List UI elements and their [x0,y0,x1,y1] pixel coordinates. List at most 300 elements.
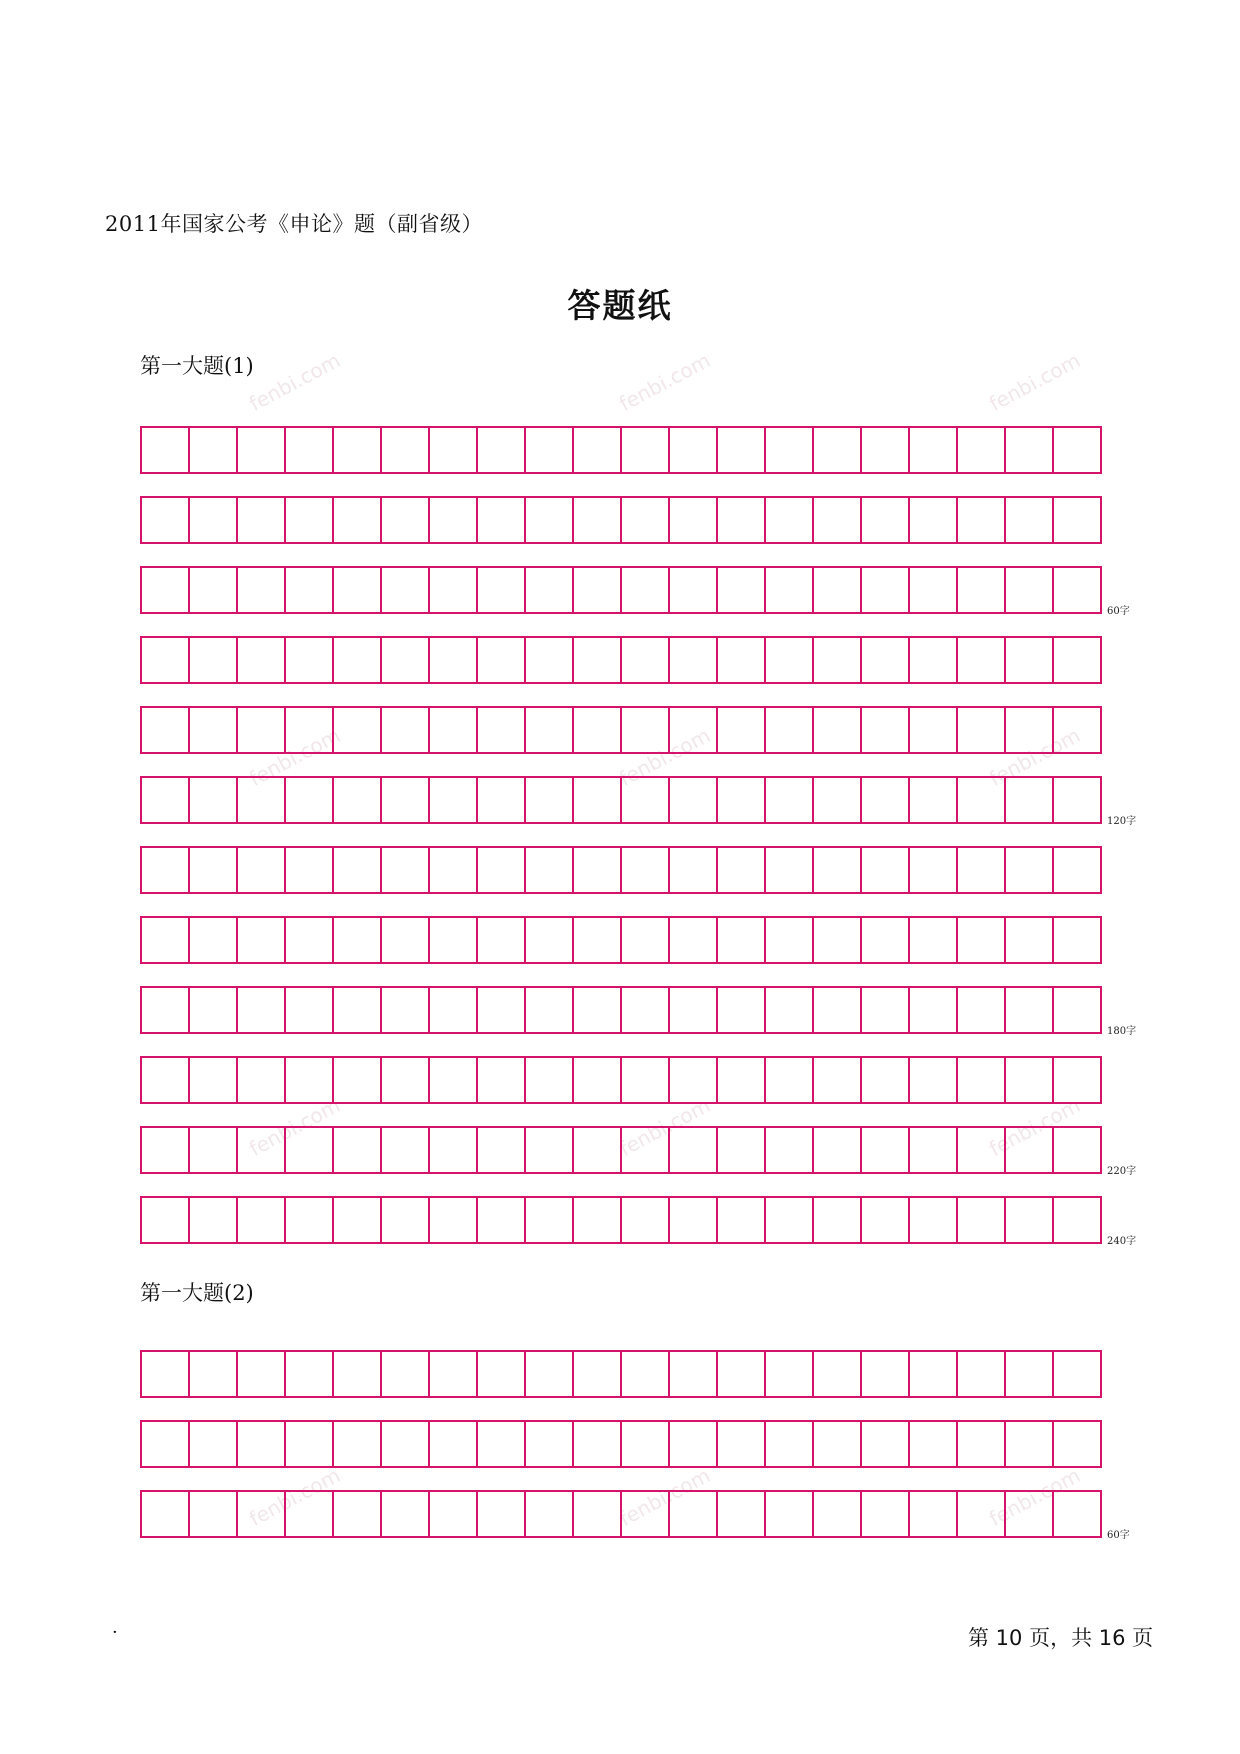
answer-cell[interactable] [862,1420,910,1468]
answer-cell[interactable] [382,636,430,684]
answer-cell[interactable] [1006,1056,1054,1104]
answer-cell[interactable] [814,706,862,754]
answer-cell[interactable] [430,1490,478,1538]
answer-cell[interactable] [430,916,478,964]
answer-cell[interactable] [382,846,430,894]
answer-cell[interactable] [430,1056,478,1104]
answer-cell[interactable] [142,636,190,684]
answer-cell[interactable] [1054,566,1102,614]
answer-cell[interactable] [622,1056,670,1104]
answer-cell[interactable] [478,846,526,894]
answer-cell[interactable] [526,846,574,894]
answer-cell[interactable] [430,1350,478,1398]
answer-cell[interactable] [526,986,574,1034]
answer-cell[interactable] [286,1420,334,1468]
answer-cell[interactable] [670,566,718,614]
answer-cell[interactable] [478,496,526,544]
answer-cell[interactable] [622,566,670,614]
answer-cell[interactable] [766,1490,814,1538]
answer-cell[interactable] [670,1420,718,1468]
answer-cell[interactable] [334,426,382,474]
answer-cell[interactable] [958,496,1006,544]
answer-cell[interactable] [1054,426,1102,474]
answer-cell[interactable] [958,846,1006,894]
answer-cell[interactable] [190,566,238,614]
answer-cell[interactable] [334,1056,382,1104]
answer-cell[interactable] [718,636,766,684]
answer-cell[interactable] [526,776,574,824]
answer-cell[interactable] [766,986,814,1034]
answer-cell[interactable] [1006,636,1054,684]
answer-cell[interactable] [334,1126,382,1174]
answer-cell[interactable] [190,636,238,684]
answer-cell[interactable] [862,1126,910,1174]
answer-cell[interactable] [574,426,622,474]
answer-cell[interactable] [670,916,718,964]
answer-cell[interactable] [766,1056,814,1104]
answer-cell[interactable] [190,1490,238,1538]
answer-cell[interactable] [1054,986,1102,1034]
answer-cell[interactable] [1054,1490,1102,1538]
answer-cell[interactable] [910,1350,958,1398]
answer-cell[interactable] [430,776,478,824]
answer-cell[interactable] [670,636,718,684]
answer-cell[interactable] [334,776,382,824]
answer-cell[interactable] [574,1490,622,1538]
answer-cell[interactable] [526,496,574,544]
answer-cell[interactable] [766,706,814,754]
answer-cell[interactable] [1054,916,1102,964]
answer-cell[interactable] [382,1350,430,1398]
answer-cell[interactable] [670,1350,718,1398]
answer-cell[interactable] [1006,776,1054,824]
answer-cell[interactable] [910,1056,958,1104]
answer-cell[interactable] [190,776,238,824]
answer-cell[interactable] [430,1126,478,1174]
answer-cell[interactable] [958,1420,1006,1468]
answer-cell[interactable] [766,636,814,684]
answer-cell[interactable] [526,1196,574,1244]
answer-cell[interactable] [862,1490,910,1538]
answer-cell[interactable] [478,986,526,1034]
answer-cell[interactable] [238,1126,286,1174]
answer-cell[interactable] [142,1490,190,1538]
answer-cell[interactable] [478,1490,526,1538]
answer-cell[interactable] [478,1350,526,1398]
answer-cell[interactable] [430,1196,478,1244]
answer-cell[interactable] [286,706,334,754]
answer-cell[interactable] [526,1056,574,1104]
answer-cell[interactable] [670,1490,718,1538]
answer-cell[interactable] [910,496,958,544]
answer-cell[interactable] [190,846,238,894]
answer-cell[interactable] [766,496,814,544]
answer-cell[interactable] [478,706,526,754]
answer-cell[interactable] [670,986,718,1034]
answer-cell[interactable] [622,1420,670,1468]
answer-cell[interactable] [670,1056,718,1104]
answer-cell[interactable] [958,566,1006,614]
answer-cell[interactable] [526,1420,574,1468]
answer-cell[interactable] [238,636,286,684]
answer-cell[interactable] [478,636,526,684]
answer-cell[interactable] [862,636,910,684]
answer-cell[interactable] [622,1490,670,1538]
answer-cell[interactable] [526,426,574,474]
answer-cell[interactable] [958,1490,1006,1538]
answer-cell[interactable] [814,916,862,964]
answer-cell[interactable] [766,916,814,964]
answer-cell[interactable] [142,776,190,824]
answer-cell[interactable] [910,916,958,964]
answer-cell[interactable] [286,846,334,894]
answer-cell[interactable] [910,426,958,474]
answer-cell[interactable] [718,776,766,824]
answer-cell[interactable] [382,1420,430,1468]
answer-cell[interactable] [238,1350,286,1398]
answer-cell[interactable] [286,1126,334,1174]
answer-cell[interactable] [670,426,718,474]
answer-cell[interactable] [334,706,382,754]
answer-cell[interactable] [142,1350,190,1398]
answer-cell[interactable] [430,636,478,684]
answer-cell[interactable] [718,986,766,1034]
answer-cell[interactable] [718,1196,766,1244]
answer-cell[interactable] [718,1056,766,1104]
answer-cell[interactable] [430,1420,478,1468]
answer-cell[interactable] [334,1420,382,1468]
answer-cell[interactable] [766,1420,814,1468]
answer-cell[interactable] [574,1350,622,1398]
answer-cell[interactable] [334,1196,382,1244]
answer-cell[interactable] [334,496,382,544]
answer-cell[interactable] [622,1350,670,1398]
answer-cell[interactable] [334,1490,382,1538]
answer-cell[interactable] [670,1196,718,1244]
answer-cell[interactable] [430,496,478,544]
answer-cell[interactable] [718,846,766,894]
answer-cell[interactable] [574,636,622,684]
answer-cell[interactable] [718,1126,766,1174]
answer-cell[interactable] [334,846,382,894]
answer-cell[interactable] [238,986,286,1034]
answer-cell[interactable] [334,986,382,1034]
answer-cell[interactable] [814,1490,862,1538]
answer-cell[interactable] [718,1350,766,1398]
answer-cell[interactable] [238,1196,286,1244]
answer-cell[interactable] [766,1350,814,1398]
answer-cell[interactable] [142,1420,190,1468]
answer-cell[interactable] [382,776,430,824]
answer-cell[interactable] [958,426,1006,474]
answer-cell[interactable] [958,1056,1006,1104]
answer-cell[interactable] [910,986,958,1034]
answer-cell[interactable] [910,1490,958,1538]
answer-cell[interactable] [286,1196,334,1244]
answer-cell[interactable] [382,1196,430,1244]
answer-cell[interactable] [910,566,958,614]
answer-cell[interactable] [958,1350,1006,1398]
answer-cell[interactable] [622,1196,670,1244]
answer-cell[interactable] [814,496,862,544]
answer-cell[interactable] [718,426,766,474]
answer-cell[interactable] [382,426,430,474]
answer-cell[interactable] [190,426,238,474]
answer-cell[interactable] [526,1126,574,1174]
answer-cell[interactable] [478,426,526,474]
answer-cell[interactable] [526,636,574,684]
answer-cell[interactable] [286,776,334,824]
answer-cell[interactable] [238,566,286,614]
answer-cell[interactable] [286,636,334,684]
answer-cell[interactable] [622,776,670,824]
answer-cell[interactable] [190,1420,238,1468]
answer-cell[interactable] [1006,706,1054,754]
answer-cell[interactable] [382,1126,430,1174]
answer-cell[interactable] [1054,636,1102,684]
answer-cell[interactable] [814,636,862,684]
answer-cell[interactable] [622,916,670,964]
answer-cell[interactable] [142,986,190,1034]
answer-cell[interactable] [190,1126,238,1174]
answer-cell[interactable] [286,566,334,614]
answer-cell[interactable] [1006,496,1054,544]
answer-cell[interactable] [1006,846,1054,894]
answer-cell[interactable] [238,1056,286,1104]
answer-cell[interactable] [430,566,478,614]
answer-cell[interactable] [478,1126,526,1174]
answer-cell[interactable] [574,776,622,824]
answer-cell[interactable] [382,566,430,614]
answer-cell[interactable] [622,1126,670,1174]
answer-cell[interactable] [910,846,958,894]
answer-cell[interactable] [286,1056,334,1104]
answer-cell[interactable] [862,1056,910,1104]
answer-cell[interactable] [1006,986,1054,1034]
answer-cell[interactable] [862,706,910,754]
answer-cell[interactable] [862,496,910,544]
answer-cell[interactable] [1054,496,1102,544]
answer-cell[interactable] [814,1196,862,1244]
answer-cell[interactable] [142,1056,190,1104]
answer-cell[interactable] [862,846,910,894]
answer-cell[interactable] [1006,1196,1054,1244]
answer-cell[interactable] [142,1126,190,1174]
answer-cell[interactable] [1054,846,1102,894]
answer-cell[interactable] [1054,776,1102,824]
answer-cell[interactable] [622,846,670,894]
answer-cell[interactable] [526,916,574,964]
answer-cell[interactable] [670,706,718,754]
answer-cell[interactable] [574,496,622,544]
answer-cell[interactable] [1006,566,1054,614]
answer-cell[interactable] [430,706,478,754]
answer-cell[interactable] [910,1420,958,1468]
answer-cell[interactable] [910,776,958,824]
answer-cell[interactable] [238,1490,286,1538]
answer-cell[interactable] [1006,1490,1054,1538]
answer-cell[interactable] [382,1490,430,1538]
answer-cell[interactable] [766,566,814,614]
answer-cell[interactable] [814,1056,862,1104]
answer-cell[interactable] [478,1196,526,1244]
answer-cell[interactable] [382,706,430,754]
answer-cell[interactable] [958,636,1006,684]
answer-cell[interactable] [670,776,718,824]
answer-cell[interactable] [574,566,622,614]
answer-cell[interactable] [238,776,286,824]
answer-cell[interactable] [334,636,382,684]
answer-cell[interactable] [814,1420,862,1468]
answer-cell[interactable] [382,916,430,964]
answer-cell[interactable] [190,706,238,754]
answer-cell[interactable] [478,566,526,614]
answer-cell[interactable] [430,986,478,1034]
answer-cell[interactable] [814,1350,862,1398]
answer-cell[interactable] [574,1196,622,1244]
answer-cell[interactable] [526,566,574,614]
answer-cell[interactable] [766,426,814,474]
answer-cell[interactable] [862,1350,910,1398]
answer-cell[interactable] [286,496,334,544]
answer-cell[interactable] [190,1196,238,1244]
answer-cell[interactable] [142,916,190,964]
answer-cell[interactable] [142,496,190,544]
answer-cell[interactable] [382,1056,430,1104]
answer-cell[interactable] [1006,1126,1054,1174]
answer-cell[interactable] [1054,1196,1102,1244]
answer-cell[interactable] [718,566,766,614]
answer-cell[interactable] [958,1196,1006,1244]
answer-cell[interactable] [478,916,526,964]
answer-cell[interactable] [670,846,718,894]
answer-cell[interactable] [1006,426,1054,474]
answer-cell[interactable] [238,916,286,964]
answer-cell[interactable] [718,496,766,544]
answer-cell[interactable] [718,916,766,964]
answer-cell[interactable] [190,1350,238,1398]
answer-cell[interactable] [718,706,766,754]
answer-cell[interactable] [334,916,382,964]
answer-cell[interactable] [718,1420,766,1468]
answer-cell[interactable] [574,1420,622,1468]
answer-cell[interactable] [766,776,814,824]
answer-cell[interactable] [766,1196,814,1244]
answer-cell[interactable] [862,1196,910,1244]
answer-cell[interactable] [958,916,1006,964]
answer-cell[interactable] [1054,1420,1102,1468]
answer-cell[interactable] [1054,1126,1102,1174]
answer-cell[interactable] [190,916,238,964]
answer-cell[interactable] [574,1056,622,1104]
answer-cell[interactable] [622,986,670,1034]
answer-cell[interactable] [430,846,478,894]
answer-cell[interactable] [574,846,622,894]
answer-cell[interactable] [910,1126,958,1174]
answer-cell[interactable] [526,1350,574,1398]
answer-cell[interactable] [238,706,286,754]
answer-cell[interactable] [910,706,958,754]
answer-cell[interactable] [190,496,238,544]
answer-cell[interactable] [142,566,190,614]
answer-cell[interactable] [334,1350,382,1398]
answer-cell[interactable] [670,496,718,544]
answer-cell[interactable] [718,1490,766,1538]
answer-cell[interactable] [622,706,670,754]
answer-cell[interactable] [958,1126,1006,1174]
answer-cell[interactable] [382,496,430,544]
answer-cell[interactable] [862,776,910,824]
answer-cell[interactable] [958,776,1006,824]
answer-cell[interactable] [238,1420,286,1468]
answer-cell[interactable] [622,636,670,684]
answer-cell[interactable] [478,776,526,824]
answer-cell[interactable] [238,846,286,894]
answer-cell[interactable] [814,986,862,1034]
answer-cell[interactable] [958,706,1006,754]
answer-cell[interactable] [286,1350,334,1398]
answer-cell[interactable] [526,706,574,754]
answer-cell[interactable] [526,1490,574,1538]
answer-cell[interactable] [1054,706,1102,754]
answer-cell[interactable] [190,1056,238,1104]
answer-cell[interactable] [430,426,478,474]
answer-cell[interactable] [670,1126,718,1174]
answer-cell[interactable] [286,1490,334,1538]
answer-cell[interactable] [238,426,286,474]
answer-cell[interactable] [622,496,670,544]
answer-cell[interactable] [478,1420,526,1468]
answer-cell[interactable] [574,916,622,964]
answer-cell[interactable] [238,496,286,544]
answer-cell[interactable] [862,566,910,614]
answer-cell[interactable] [286,916,334,964]
answer-cell[interactable] [286,426,334,474]
answer-cell[interactable] [1006,1350,1054,1398]
answer-cell[interactable] [814,776,862,824]
answer-cell[interactable] [574,706,622,754]
answer-cell[interactable] [910,636,958,684]
answer-cell[interactable] [814,426,862,474]
answer-cell[interactable] [574,1126,622,1174]
answer-cell[interactable] [1054,1350,1102,1398]
answer-cell[interactable] [814,846,862,894]
answer-cell[interactable] [574,986,622,1034]
answer-cell[interactable] [286,986,334,1034]
answer-cell[interactable] [622,426,670,474]
answer-cell[interactable] [862,916,910,964]
answer-cell[interactable] [142,1196,190,1244]
answer-cell[interactable] [1054,1056,1102,1104]
answer-cell[interactable] [1006,1420,1054,1468]
answer-cell[interactable] [958,986,1006,1034]
answer-cell[interactable] [766,1126,814,1174]
answer-cell[interactable] [334,566,382,614]
answer-cell[interactable] [1006,916,1054,964]
answer-cell[interactable] [862,986,910,1034]
answer-cell[interactable] [142,706,190,754]
answer-cell[interactable] [142,426,190,474]
answer-cell[interactable] [910,1196,958,1244]
answer-cell[interactable] [478,1056,526,1104]
answer-cell[interactable] [814,1126,862,1174]
answer-cell[interactable] [382,986,430,1034]
answer-cell[interactable] [766,846,814,894]
answer-cell[interactable] [190,986,238,1034]
answer-cell[interactable] [142,846,190,894]
answer-cell[interactable] [814,566,862,614]
answer-cell[interactable] [862,426,910,474]
